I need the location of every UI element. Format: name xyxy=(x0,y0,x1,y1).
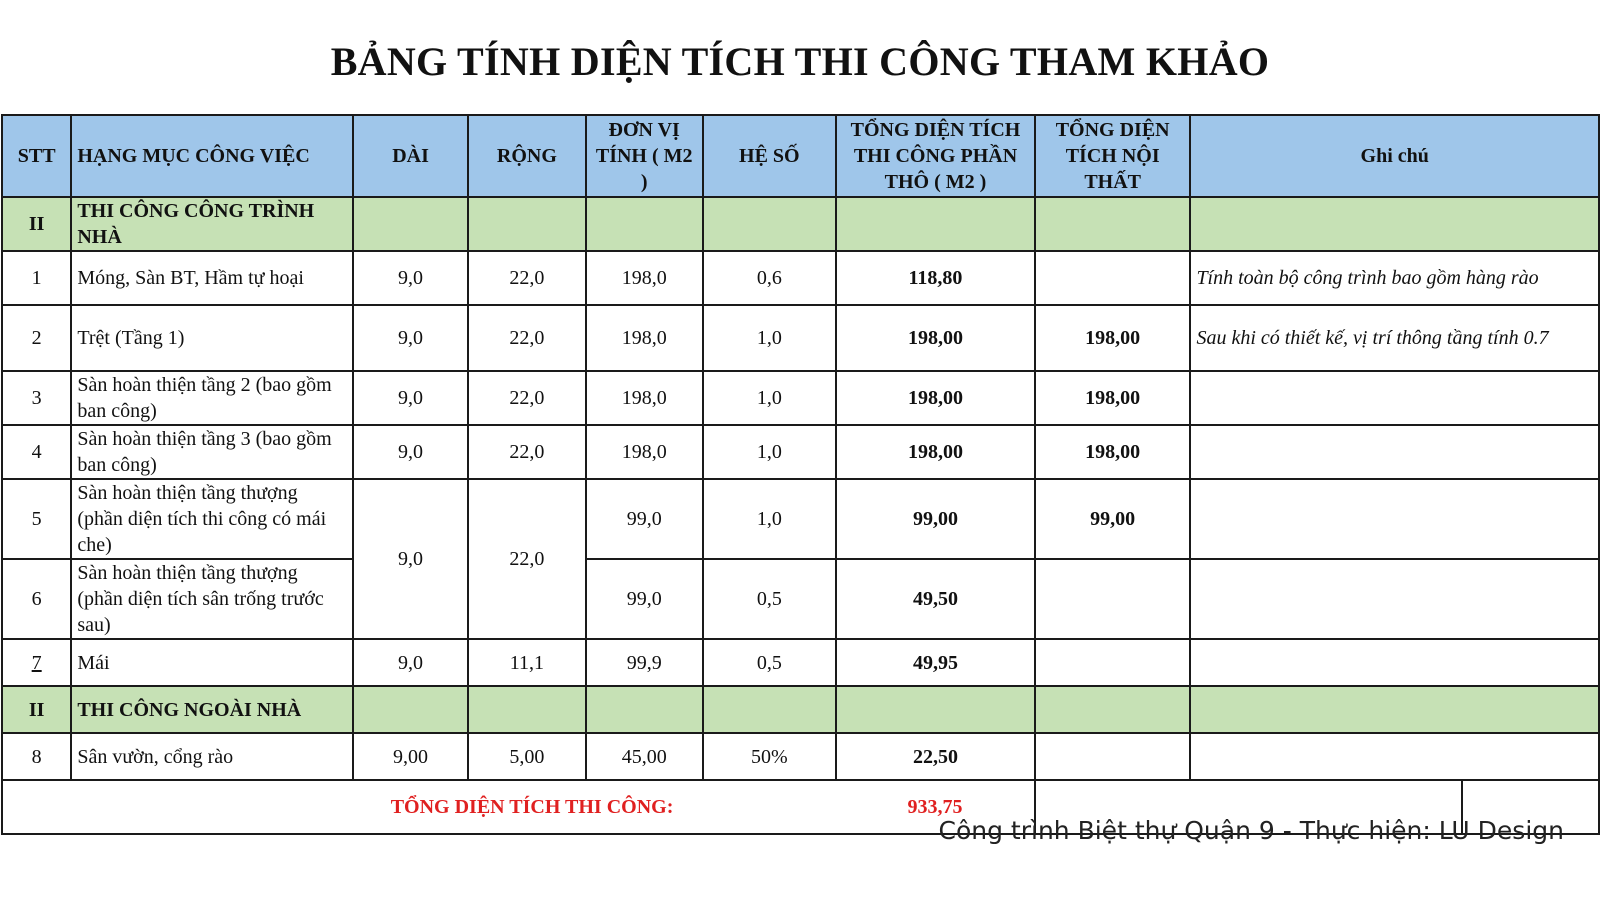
row-ghi-chu xyxy=(1190,371,1599,425)
row-tong-tho: 198,00 xyxy=(836,425,1035,479)
footer-credit: Công trình Biệt thự Quận 9 - Thực hiện: LU Design xyxy=(938,816,1564,845)
row-stt: 3 xyxy=(2,371,71,425)
header-rong: RỘNG xyxy=(468,115,586,197)
row-he-so: 0,5 xyxy=(703,559,837,639)
row-tong-tho: 99,00 xyxy=(836,479,1035,559)
row-name: Mái xyxy=(71,639,353,686)
table-row xyxy=(2,425,1599,479)
row-he-so: 1,0 xyxy=(703,371,837,425)
row-stt: 1 xyxy=(2,251,71,305)
row-dai: 9,0 xyxy=(353,639,468,686)
page-title: BẢNG TÍNH DIỆN TÍCH THI CÔNG THAM KHẢO xyxy=(330,39,1270,84)
header-tong-tho: TỔNG DIỆN TÍCH THI CÔNG PHẦN THÔ ( M2 ) xyxy=(836,115,1035,197)
header-ghi-chu: Ghi chú xyxy=(1190,115,1599,197)
row-he-so: 0,6 xyxy=(703,251,837,305)
row-rong: 5,00 xyxy=(468,733,586,780)
row-rong: 22,0 xyxy=(468,425,586,479)
row-dai: 9,0 xyxy=(353,251,468,305)
row-rong: 22,0 xyxy=(468,305,586,371)
row-ghi-chu xyxy=(1190,425,1599,479)
table-row xyxy=(2,639,1599,686)
row-don-vi: 99,0 xyxy=(586,479,703,559)
section-stt: II xyxy=(2,686,71,733)
row-stt: 6 xyxy=(2,559,71,639)
row-don-vi: 99,0 xyxy=(586,559,703,639)
row-don-vi: 198,0 xyxy=(586,251,703,305)
row-name: Sàn hoàn thiện tầng 3 (bao gồm ban công) xyxy=(71,425,353,479)
row-dai: 9,0 xyxy=(353,371,468,425)
row-stt: 5 xyxy=(2,479,71,559)
section-stt: II xyxy=(2,197,71,251)
row-rong: 22,0 xyxy=(468,371,586,425)
row-don-vi: 198,0 xyxy=(586,305,703,371)
header-he-so: HỆ SỐ xyxy=(703,115,837,197)
row-ghi-chu xyxy=(1190,639,1599,686)
table-row xyxy=(2,559,1599,639)
table-row xyxy=(2,733,1599,780)
row-tong-noi-that xyxy=(1035,559,1191,639)
total-label: TỔNG DIỆN TÍCH THI CÔNG: xyxy=(2,780,836,834)
section-row xyxy=(2,197,1599,251)
section-label: THI CÔNG CÔNG TRÌNH NHÀ xyxy=(71,197,353,251)
row-tong-tho: 22,50 xyxy=(836,733,1035,780)
row-rong: 11,1 xyxy=(468,639,586,686)
area-table xyxy=(1,114,1600,835)
header-don-vi: ĐƠN VỊ TÍNH ( M2 ) xyxy=(586,115,703,197)
row-dai: 9,0 xyxy=(353,479,468,639)
row-dai: 9,0 xyxy=(353,425,468,479)
row-name: Sàn hoàn thiện tầng 2 (bao gồm ban công) xyxy=(71,371,353,425)
row-ghi-chu xyxy=(1190,559,1599,639)
row-tong-tho: 49,95 xyxy=(836,639,1035,686)
header-stt: STT xyxy=(2,115,71,197)
row-he-so: 50% xyxy=(703,733,837,780)
row-tong-noi-that xyxy=(1035,733,1191,780)
table-row xyxy=(2,305,1599,371)
row-ghi-chu xyxy=(1190,479,1599,559)
row-ghi-chu xyxy=(1190,733,1599,780)
row-don-vi: 99,9 xyxy=(586,639,703,686)
row-tong-noi-that: 99,00 xyxy=(1035,479,1191,559)
header-tong-noi-that: TỔNG DIỆN TÍCH NỘI THẤT xyxy=(1035,115,1191,197)
row-stt: 4 xyxy=(2,425,71,479)
row-tong-noi-that xyxy=(1035,639,1191,686)
row-name: Móng, Sàn BT, Hầm tự hoại xyxy=(71,251,353,305)
row-ghi-chu: Sau khi có thiết kế, vị trí thông tầng tính 0.7 xyxy=(1190,305,1599,371)
row-don-vi: 198,0 xyxy=(586,425,703,479)
row-stt: 2 xyxy=(2,305,71,371)
section-row xyxy=(2,686,1599,733)
table-row xyxy=(2,251,1599,305)
row-he-so: 1,0 xyxy=(703,305,837,371)
row-tong-tho: 198,00 xyxy=(836,371,1035,425)
row-tong-tho: 118,80 xyxy=(836,251,1035,305)
row-dai: 9,00 xyxy=(353,733,468,780)
row-tong-tho: 198,00 xyxy=(836,305,1035,371)
total-value: 933,75 xyxy=(836,780,1035,834)
row-tong-noi-that xyxy=(1035,251,1191,305)
row-name: Sàn hoàn thiện tầng thượng (phần diện tích thi công có mái che) xyxy=(71,479,353,559)
row-name: Sân vườn, cổng rào xyxy=(71,733,353,780)
row-don-vi: 198,0 xyxy=(586,371,703,425)
row-he-so: 1,0 xyxy=(703,425,837,479)
row-don-vi: 45,00 xyxy=(586,733,703,780)
row-tong-noi-that: 198,00 xyxy=(1035,425,1191,479)
row-tong-noi-that: 198,00 xyxy=(1035,305,1191,371)
row-rong: 22,0 xyxy=(468,251,586,305)
row-tong-noi-that: 198,00 xyxy=(1035,371,1191,425)
table-row xyxy=(2,371,1599,425)
row-stt: 8 xyxy=(2,733,71,780)
row-stt: 7 xyxy=(2,639,71,686)
row-ghi-chu: Tính toàn bộ công trình bao gồm hàng rào xyxy=(1190,251,1599,305)
section-label: THI CÔNG NGOÀI NHÀ xyxy=(71,686,353,733)
row-he-so: 1,0 xyxy=(703,479,837,559)
header-hang-muc: HẠNG MỤC CÔNG VIỆC xyxy=(71,115,353,197)
row-rong: 22,0 xyxy=(468,479,586,639)
table-row xyxy=(2,479,1599,559)
row-dai: 9,0 xyxy=(353,305,468,371)
header-dai: DÀI xyxy=(353,115,468,197)
row-tong-tho: 49,50 xyxy=(836,559,1035,639)
row-name: Trệt (Tầng 1) xyxy=(71,305,353,371)
table-header-row xyxy=(2,115,1599,197)
row-name: Sàn hoàn thiện tầng thượng (phần diện tích sân trống trước sau) xyxy=(71,559,353,639)
row-he-so: 0,5 xyxy=(703,639,837,686)
